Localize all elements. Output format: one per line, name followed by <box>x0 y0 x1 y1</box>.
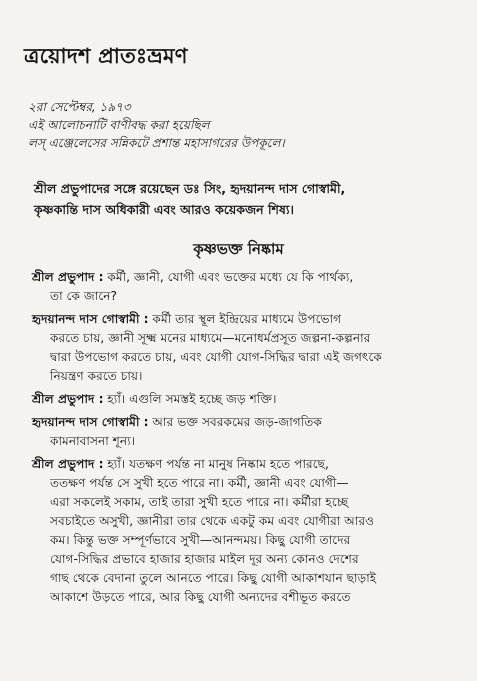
recording-note: এই আলোচনাটি বাণীবদ্ধ করা হয়েছিল <box>28 118 210 132</box>
recording-date: ২রা সেপ্টেম্বর, ১৯৭৩ <box>28 100 131 114</box>
participants-note <box>34 178 464 220</box>
dialogue-first-line <box>32 268 467 287</box>
speaker-name: হৃদয়ানন্দ দাস গোস্বামী : <box>32 415 149 429</box>
dialogue-text: নিয়ন্ত্রণ করতে চায়। <box>50 369 143 383</box>
dialogue-text: দ্বারা উপভোগ করতে চায়, এবং যোগী যোগ-সিদ্ধির দ্বারা এই জগৎকে <box>50 350 382 364</box>
dialogue-text: হ্যাঁ। এগুলি সমস্তই হচ্ছে জড় শক্তি। <box>103 392 277 406</box>
dialogue-text: ততক্ষণ পর্যন্ত সে সুখী হতে পারে না। কর্মী, জ্ঞানী এবং যোগী— <box>50 476 349 490</box>
recording-location: লস্ এঞ্জেলেসের সন্নিকটে প্রশান্ত মহাসাগরের উপকূলে। <box>28 136 285 150</box>
dialogue-turn <box>32 390 467 409</box>
dialogue-turn <box>32 310 467 386</box>
speaker-name: শ্রীল প্রভুপাদ : <box>32 270 104 284</box>
speaker-name: শ্রীল প্রভুপাদ : <box>32 457 104 471</box>
participants-line: শ্রীল প্রভুপাদের সঙ্গে রয়েছেন ডঃ সিং, হৃদয়ানন্দ দাস গোস্বামী, <box>34 181 346 196</box>
dialogue <box>32 268 467 611</box>
dialogue-text: তা কে জানে? <box>50 289 117 303</box>
dialogue-first-line <box>32 390 467 409</box>
dialogue-first-line <box>32 413 467 432</box>
chapter-title: ত্রয়োদশ প্রাতঃভ্রমণ <box>24 44 188 68</box>
dialogue-turn <box>32 413 467 451</box>
dialogue-text: যোগ-সিদ্ধির প্রভাবে হাজার হাজার মাইল দূর অন্য কোনও দেশের <box>50 552 359 566</box>
dialogue-first-line <box>32 455 467 474</box>
dialogue-text: কর্মী তার স্থূল ইন্দ্রিয়ের মাধ্যমে উপভোগ <box>148 312 342 326</box>
recording-info <box>28 98 285 152</box>
speaker-name: শ্রীল প্রভুপাদ : <box>32 392 104 406</box>
dialogue-text: হ্যাঁ। যতক্ষণ পর্যন্ত না মানুষ নিষ্কাম হতে পারছে, <box>103 457 329 471</box>
dialogue-text: এরা সকলেই সকাম, তাই তারা সুখী হতে পারে না। কর্মীরা হচ্ছে <box>50 495 349 509</box>
participants-line: কৃষ্ণকান্তি দাস অধিকারী এবং আরও কয়েকজন শিষ্য। <box>34 202 294 217</box>
dialogue-text: গাছ থেকে বেদানা তুলে আনতে পারে। কিছু যোগী আকাশযান ছাড়াই <box>50 571 377 585</box>
section-title: কৃষ্ণভক্ত নিষ্কাম <box>193 240 284 258</box>
speaker-name: হৃদয়ানন্দ দাস গোস্বামী : <box>32 312 149 326</box>
dialogue-turn <box>32 268 467 306</box>
dialogue-text: কামনাবাসনা শূন্য। <box>50 434 136 448</box>
dialogue-text: কর্মী, জ্ঞানী, যোগী এবং ভক্তের মধ্যে যে কি পার্থক্য, <box>103 270 354 284</box>
dialogue-text: আর ভক্ত সবরকমের জড়-জাগতিক <box>148 415 322 429</box>
dialogue-text: আকাশে উড়তে পারে, আর কিছু যোগী অন্যদের বশীভূত করতে <box>50 590 351 604</box>
dialogue-text: কম। কিন্তু ভক্ত সম্পূর্ণভাবে সুখী—আনন্দময়। কিছু যোগী তাদের <box>50 533 351 547</box>
dialogue-text: সবচাইতে অসুখী, জ্ঞানীরা তার থেকে একটু কম এবং যোগীরা আরও <box>50 514 375 528</box>
dialogue-turn <box>32 455 467 607</box>
dialogue-text: করতে চায়, জ্ঞানী সূক্ষ্ম মনের মাধ্যমে—মনোধর্মপ্রসূত জল্পনা-কল্পনার <box>50 331 371 345</box>
dialogue-first-line <box>32 310 467 329</box>
